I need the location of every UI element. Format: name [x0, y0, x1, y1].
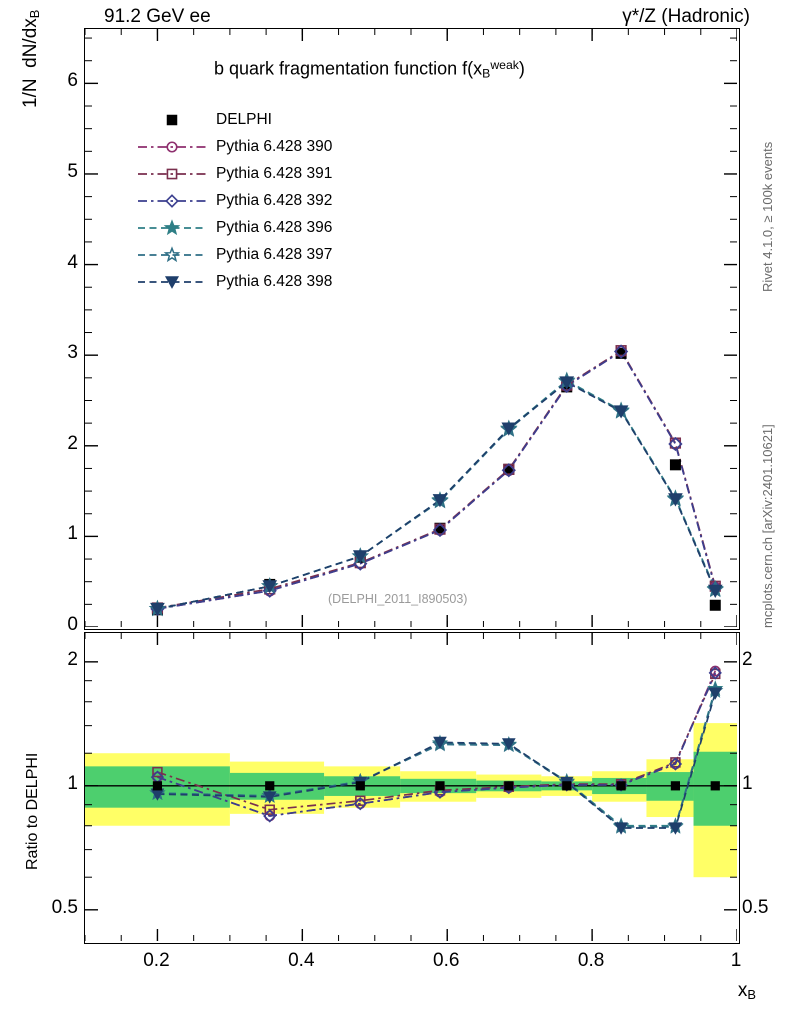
header-process-label: γ*/Z (Hadronic) [622, 6, 750, 27]
legend-item[interactable] [136, 133, 332, 160]
legend-item[interactable] [136, 187, 332, 214]
plot-title: b quark fragmentation function $f(x_B^{weak})$ [214, 58, 525, 81]
legend-label: Pythia 6.428 398 [216, 272, 333, 290]
x-tick: 0.2 [143, 950, 170, 971]
y-axis-title-main: 1/N $dN/dx_B$ [20, 9, 43, 108]
header-beam-label: 91.2 GeV ee [104, 6, 211, 27]
ratio-y-tick-right: 0.5 [742, 896, 769, 918]
legend-item[interactable] [136, 106, 332, 133]
x-tick: 1 [730, 950, 742, 971]
ratio-plot-panel [84, 632, 740, 944]
legend-label: Pythia 6.428 391 [216, 164, 333, 182]
legend-label: Pythia 6.428 390 [216, 137, 333, 155]
legend-marker [136, 110, 210, 130]
legend-item[interactable] [136, 160, 332, 187]
legend-marker [136, 218, 210, 238]
main-y-tick: 2 [67, 432, 78, 454]
x-axis-title: $x_B$ [737, 980, 756, 1003]
x-tick: 0.8 [577, 950, 605, 971]
legend-marker [136, 245, 210, 265]
main-y-tick: 1 [67, 523, 78, 545]
ratio-y-tick-right: 1 [742, 772, 753, 794]
legend-item[interactable] [136, 214, 332, 241]
legend-label: Pythia 6.428 392 [216, 191, 333, 209]
y-axis-title-ratio: Ratio to DELPHI [24, 752, 41, 870]
legend-label: Pythia 6.428 396 [216, 218, 333, 236]
analysis-id-watermark: (DELPHI_2011_I890503) [328, 592, 468, 606]
main-y-tick: 4 [67, 251, 78, 273]
x-tick: 0.4 [288, 950, 315, 971]
legend-item[interactable] [136, 268, 332, 295]
ratio-y-tick-right: 2 [742, 648, 753, 670]
x-tick: 0.6 [433, 950, 460, 971]
legend-marker [136, 191, 210, 211]
main-y-tick: 6 [67, 70, 78, 92]
legend-marker [136, 164, 210, 184]
ratio-y-tick-left: 0.5 [51, 896, 78, 918]
arxiv-reference-label: mcplots.cern.ch [arXiv:2401.10621] [760, 424, 775, 628]
ratio-plot-canvas [85, 633, 737, 941]
main-y-tick: 3 [67, 342, 78, 364]
rivet-version-label: Rivet 4.1.0, ≥ 100k events [760, 141, 775, 292]
legend-label: DELPHI [216, 110, 272, 128]
main-y-tick: 0 [67, 614, 78, 635]
ratio-y-tick-left: 1 [67, 772, 78, 794]
legend [136, 106, 332, 295]
legend-label: Pythia 6.428 397 [216, 245, 333, 263]
legend-item[interactable] [136, 241, 332, 268]
legend-marker [136, 137, 210, 157]
ratio-y-tick-left: 2 [67, 648, 78, 670]
main-y-tick: 5 [67, 160, 78, 182]
legend-marker [136, 272, 210, 292]
